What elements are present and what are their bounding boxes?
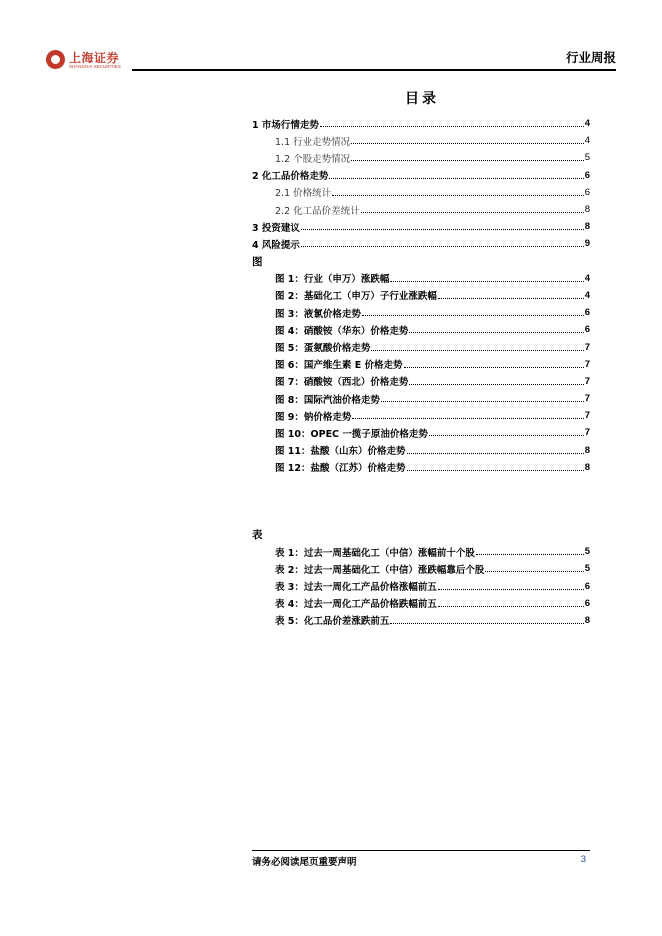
dot-leader — [332, 195, 584, 196]
table-entry[interactable] — [252, 578, 590, 595]
dot-leader — [361, 212, 584, 213]
toc-entry-page: 8 — [584, 204, 590, 216]
figure-entry[interactable] — [252, 407, 590, 424]
dot-leader — [390, 623, 583, 624]
logo-emblem-icon — [46, 50, 65, 69]
figure-entry-page: 7 — [584, 410, 590, 422]
figure-entry-page: 4 — [584, 289, 590, 301]
figure-entry-page: 7 — [584, 393, 590, 405]
table-entry-label: 表 5：化工品价差涨跌前五 — [275, 616, 390, 628]
toc-entry-label: 2 化工品价格走势 — [252, 171, 329, 183]
figure-entry[interactable] — [252, 304, 590, 321]
figure-entry[interactable] — [252, 270, 590, 287]
dot-leader — [429, 435, 584, 436]
figure-entry-label: 图 12：盐酸（江苏）价格走势 — [275, 463, 406, 475]
table-of-contents — [252, 115, 590, 629]
toc-entry[interactable] — [252, 201, 590, 218]
dot-leader — [362, 315, 584, 316]
figure-entry-label: 图 5：蛋氨酸价格走势 — [275, 343, 371, 355]
toc-entry-page: 4 — [584, 135, 590, 147]
figure-entry-page: 7 — [584, 427, 590, 439]
figure-entry-label: 图 3：液氯价格走势 — [275, 308, 361, 320]
toc-entry-page: 6 — [584, 186, 590, 198]
figures-heading: 图 — [252, 255, 263, 268]
toc-entry[interactable] — [252, 184, 590, 201]
figure-entry-label: 图 1：行业（申万）涨跌幅 — [275, 274, 390, 286]
contents-list — [252, 115, 590, 253]
figure-entry[interactable] — [252, 459, 590, 476]
page-number: 3 — [580, 854, 586, 865]
toc-entry-label: 3 投资建议 — [252, 222, 300, 234]
toc-entry[interactable] — [252, 132, 590, 149]
logo-chinese-name: 上海证券 — [69, 51, 120, 65]
toc-entry-label: 1.1 行业走势情况 — [275, 136, 351, 148]
dot-leader — [476, 554, 584, 555]
table-entry-label: 表 3：过去一周化工产品价格涨幅前五 — [275, 582, 437, 594]
figure-entry[interactable] — [252, 424, 590, 441]
table-entry-page: 6 — [584, 580, 590, 592]
figure-entry-page: 8 — [584, 444, 590, 456]
toc-entry-page: 9 — [584, 238, 590, 250]
company-logo — [46, 46, 136, 72]
figure-entry-label: 图 7：硝酸铵（西北）价格走势 — [275, 377, 409, 389]
figure-entry[interactable] — [252, 356, 590, 373]
table-entry-label: 表 1：过去一周基础化工（中信）涨幅前十个股 — [275, 547, 475, 559]
dot-leader — [438, 606, 584, 607]
disclaimer-note: 请务必阅读尾页重要声明 — [252, 857, 357, 868]
dot-leader — [371, 350, 583, 351]
toc-entry-page: 5 — [584, 152, 590, 164]
table-entry-page: 6 — [584, 597, 590, 609]
toc-entry-label: 1.2 个股走势情况 — [275, 153, 351, 165]
table-entry-label: 表 2：过去一周基础化工（中信）涨跌幅靠后个股 — [275, 564, 485, 576]
figure-entry-label: 图 2：基础化工（申万）子行业涨跌幅 — [275, 291, 437, 303]
figure-entry-page: 7 — [584, 341, 590, 353]
table-entry-page: 5 — [584, 563, 590, 575]
toc-entry-label: 2.1 价格统计 — [275, 188, 332, 200]
dot-leader — [351, 160, 584, 161]
toc-entry[interactable] — [252, 115, 590, 132]
dot-leader — [409, 384, 583, 385]
toc-entry-label: 2.2 化工品价差统计 — [275, 205, 360, 217]
dot-leader — [407, 453, 584, 454]
figure-entry-page: 7 — [584, 358, 590, 370]
figure-entry-label: 图 8：国际汽油价格走势 — [275, 394, 380, 406]
figure-entry-label: 图 4：硝酸铵（华东）价格走势 — [275, 325, 409, 337]
figure-entry-page: 8 — [584, 461, 590, 473]
figure-entry[interactable] — [252, 287, 590, 304]
figures-list — [252, 270, 590, 476]
dot-leader — [381, 401, 584, 402]
table-entry-page: 8 — [584, 614, 590, 626]
dot-leader — [438, 298, 584, 299]
toc-entry-label: 1 市场行情走势 — [252, 119, 319, 131]
table-entry-page: 5 — [584, 546, 590, 558]
tables-list — [252, 543, 590, 629]
header-divider — [132, 69, 616, 71]
dot-leader — [390, 281, 583, 282]
toc-entry-page: 8 — [584, 221, 590, 233]
dot-leader — [438, 589, 584, 590]
figure-entry-page: 6 — [584, 324, 590, 336]
figure-entry-label: 图 11：盐酸（山东）价格走势 — [275, 446, 406, 458]
dot-leader — [404, 367, 584, 368]
figure-entry[interactable] — [252, 373, 590, 390]
dot-leader — [409, 332, 583, 333]
figure-entry-label: 图 10：OPEC 一揽子原油价格走势 — [275, 428, 428, 440]
figure-entry-page: 7 — [584, 375, 590, 387]
figure-entry[interactable] — [252, 390, 590, 407]
figure-entry[interactable] — [252, 338, 590, 355]
table-entry[interactable] — [252, 543, 590, 560]
table-entry[interactable] — [252, 612, 590, 629]
dot-leader — [352, 418, 583, 419]
table-entry[interactable] — [252, 560, 590, 577]
toc-entry[interactable] — [252, 235, 590, 252]
toc-entry[interactable] — [252, 167, 590, 184]
toc-entry[interactable] — [252, 218, 590, 235]
logo-english-name: SHANGHAI SECURITIES — [69, 64, 121, 69]
figure-entry-page: 4 — [584, 272, 590, 284]
dot-leader — [329, 178, 583, 179]
dot-leader — [351, 143, 584, 144]
toc-title: 目录 — [405, 91, 439, 107]
dot-leader — [320, 126, 584, 127]
figure-entry-label: 图 6：国产维生素 E 价格走势 — [275, 360, 403, 372]
toc-entry-page: 4 — [584, 118, 590, 130]
toc-entry-page: 6 — [584, 169, 590, 181]
figure-entry[interactable] — [252, 442, 590, 459]
dot-leader — [485, 571, 583, 572]
figure-entry[interactable] — [252, 321, 590, 338]
dot-leader — [301, 246, 584, 247]
toc-entry[interactable] — [252, 149, 590, 166]
dot-leader — [301, 229, 584, 230]
figure-entry-label: 图 9：钠价格走势 — [275, 411, 352, 423]
dot-leader — [407, 470, 584, 471]
report-type: 行业周报 — [565, 50, 616, 65]
table-entry-label: 表 4：过去一周化工产品价格跌幅前五 — [275, 599, 437, 611]
figure-entry-page: 6 — [584, 307, 590, 319]
footer-divider — [252, 850, 590, 851]
section-gap — [252, 476, 590, 526]
toc-entry-label: 4 风险提示 — [252, 239, 300, 251]
tables-heading: 表 — [252, 529, 263, 542]
table-entry[interactable] — [252, 595, 590, 612]
